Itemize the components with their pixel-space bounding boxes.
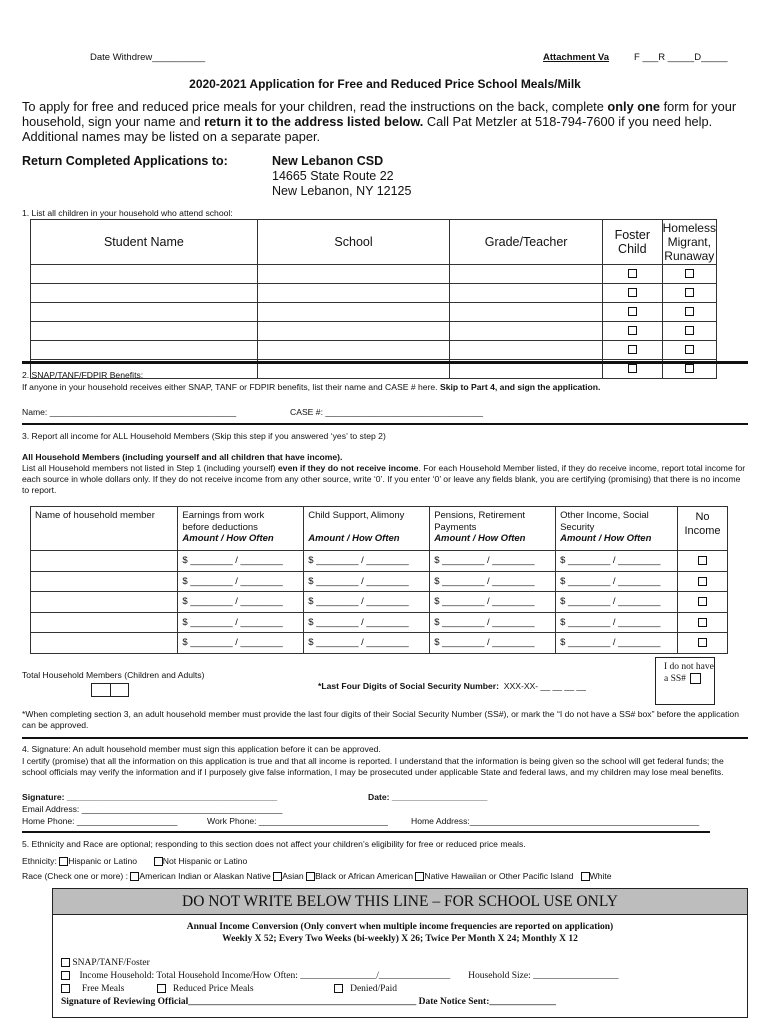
homeless-checkbox[interactable] <box>685 326 694 335</box>
school-cell[interactable] <box>257 322 449 341</box>
section5-heading: 5. Ethnicity and Race are optional; responding to this section does not affect your children’s eligibility for free or reduced price meals. <box>22 839 526 849</box>
divider <box>22 737 748 739</box>
income-conversion: Annual Income Conversion (Only convert when multiple income frequencies are reported on application) Weekly X 52; Every Two Weeks (bi-weekly) X 26; Twice Per Month X 24; Monthly X 12 <box>186 922 614 944</box>
homeless-checkbox[interactable] <box>685 364 694 373</box>
col-other-income: Other Income, Social Security Amount / How Often <box>556 507 678 551</box>
child-support-cell[interactable]: $ ________ / ________ <box>304 633 430 654</box>
email-field[interactable]: Email Address: __________________________________________ <box>22 804 283 814</box>
section3-bold-line: All Household Members (including yourself and all children that have income). <box>22 452 343 462</box>
other-income-cell[interactable]: $ ________ / ________ <box>556 571 678 592</box>
homeless-checkbox[interactable] <box>685 307 694 316</box>
income-household-checkbox[interactable] <box>61 971 70 980</box>
pensions-cell[interactable]: $ ________ / ________ <box>430 551 556 572</box>
col-school: School <box>257 220 449 265</box>
member-name-cell[interactable] <box>31 612 178 633</box>
black-checkbox[interactable] <box>306 872 315 881</box>
no-ssn-checkbox[interactable] <box>690 673 701 684</box>
income-row <box>31 612 728 633</box>
no-ssn-box: I do not have a SS# <box>655 657 715 705</box>
col-foster-child: Foster Child <box>603 220 663 265</box>
no-income-checkbox[interactable] <box>698 618 707 627</box>
homeless-checkbox[interactable] <box>685 269 694 278</box>
ssn-line: *Last Four Digits of Social Security Number: XXX-XX- __ __ __ __ <box>318 681 586 691</box>
child-row <box>31 341 717 360</box>
earnings-cell[interactable]: $ ________ / ________ <box>178 592 304 613</box>
col-grade-teacher: Grade/Teacher <box>450 220 603 265</box>
home-address-field[interactable]: Home Address:________________________________________________ <box>411 816 700 826</box>
section3-instructions: List all Household members not listed in Step 1 (including yourself) even if they do not receive income. For each Household Member listed, if they do receive income, report total income for each source in whole dollars only. If they do not receive income from any other source, write ‘0’. If you enter ‘0’ or leave any fields blank, you are certifying (promising) that there is no income to report. <box>22 463 746 495</box>
section2-heading: 2. SNAP/TANF/FDPIR Benefits: <box>22 370 144 380</box>
no-income-checkbox[interactable] <box>698 597 707 606</box>
return-address: New Lebanon CSD 14665 State Route 22 New Lebanon, NY 12125 <box>272 154 412 198</box>
child-row <box>31 322 717 341</box>
frd-marks: F ___R _____D_____ <box>634 52 728 63</box>
school-cell[interactable] <box>257 265 449 284</box>
col-child-support: Child Support, Alimony Amount / How Often <box>304 507 430 551</box>
attachment-label: Attachment Va <box>543 52 609 63</box>
child-row <box>31 265 717 284</box>
student-name-cell[interactable] <box>31 341 258 360</box>
foster-checkbox[interactable] <box>628 269 637 278</box>
section4-heading: 4. Signature: An adult household member must sign this application before it can be approved. <box>22 744 381 754</box>
col-pensions: Pensions, Retirement Payments Amount / How Often <box>430 507 556 551</box>
divider <box>22 361 748 364</box>
school-use-box <box>52 888 748 1018</box>
divider <box>22 831 710 833</box>
ssn-note: *When completing section 3, an adult household member must provide the last four digits of their Social Security Number (SS#), or mark the “I do not have a SS# box” before the application can be approved. <box>22 709 739 730</box>
denied-checkbox[interactable] <box>334 984 343 993</box>
school-cell[interactable] <box>257 284 449 303</box>
foster-checkbox[interactable] <box>628 307 637 316</box>
grade-cell[interactable] <box>450 322 603 341</box>
pensions-cell[interactable]: $ ________ / ________ <box>430 592 556 613</box>
race-row: Race (Check one or more) : American Indian or Alaskan Native Asian Black or African American Native Hawaiian or Other Pacific Island White <box>22 871 612 881</box>
other-income-cell[interactable]: $ ________ / ________ <box>556 592 678 613</box>
white-checkbox[interactable] <box>581 872 590 881</box>
intro-paragraph: To apply for free and reduced price meals for your children, read the instructions on the back, complete only one form for your household, sign your name and return it to the address listed below. Call Pat Metzler at 518-794-7600 if you need help. Additional names may be listed on a separate paper. <box>22 99 737 144</box>
section2-text: If anyone in your household receives either SNAP, TANF or FDPIR benefits, list their name and CASE # here. Skip to Part 4, and sign the application. <box>22 382 601 392</box>
school-use-banner: DO NOT WRITE BELOW THIS LINE – FOR SCHOOL USE ONLY <box>53 889 747 915</box>
child-row <box>31 303 717 322</box>
col-earnings: Earnings from work before deductions Amount / How Often <box>178 507 304 551</box>
foster-checkbox[interactable] <box>628 364 637 373</box>
earnings-cell[interactable]: $ ________ / ________ <box>178 612 304 633</box>
student-name-cell[interactable] <box>31 265 258 284</box>
child-support-cell[interactable]: $ ________ / ________ <box>304 612 430 633</box>
member-name-cell[interactable] <box>31 571 178 592</box>
home-phone-field[interactable]: Home Phone: _____________________ <box>22 816 178 826</box>
date-field[interactable]: Date: ____________________ <box>368 792 488 802</box>
asian-checkbox[interactable] <box>273 872 282 881</box>
reduced-meals-checkbox[interactable] <box>157 984 166 993</box>
student-name-cell[interactable] <box>31 303 258 322</box>
snap-name-field[interactable]: Name: _______________________________________ <box>22 407 237 417</box>
pensions-cell[interactable]: $ ________ / ________ <box>430 571 556 592</box>
income-table <box>30 506 728 654</box>
no-income-checkbox[interactable] <box>698 556 707 565</box>
grade-cell[interactable] <box>450 265 603 284</box>
child-row <box>31 284 717 303</box>
other-income-cell[interactable]: $ ________ / ________ <box>556 633 678 654</box>
member-name-cell[interactable] <box>31 551 178 572</box>
child-support-cell[interactable]: $ ________ / ________ <box>304 551 430 572</box>
divider <box>22 423 748 425</box>
income-row <box>31 592 728 613</box>
total-members-label: Total Household Members (Children and Adults) <box>22 670 205 680</box>
other-income-cell[interactable]: $ ________ / ________ <box>556 612 678 633</box>
col-homeless: Homeless Migrant, Runaway <box>662 221 716 263</box>
student-name-cell[interactable] <box>31 284 258 303</box>
col-student-name: Student Name <box>31 220 258 265</box>
earnings-cell[interactable]: $ ________ / ________ <box>178 571 304 592</box>
member-name-cell[interactable] <box>31 592 178 613</box>
student-name-cell[interactable] <box>31 322 258 341</box>
other-income-cell[interactable]: $ ________ / ________ <box>556 551 678 572</box>
pensions-cell[interactable]: $ ________ / ________ <box>430 633 556 654</box>
signature-field[interactable]: Signature: ____________________________________________ <box>22 792 278 802</box>
school-cell[interactable] <box>257 341 449 360</box>
snap-case-field[interactable]: CASE #: _________________________________ <box>290 407 484 417</box>
pensions-cell[interactable]: $ ________ / ________ <box>430 612 556 633</box>
foster-checkbox[interactable] <box>628 326 637 335</box>
col-no-income: No Income <box>678 507 728 551</box>
income-row <box>31 633 728 654</box>
date-withdrew: Date Withdrew__________ <box>90 52 206 63</box>
income-row <box>31 551 728 572</box>
income-row <box>31 571 728 592</box>
ethnicity-row: Ethnicity: Hispanic or Latino Not Hispanic or Latino <box>22 856 248 866</box>
ssn-field[interactable]: XXX-XX- __ __ __ __ <box>503 681 586 691</box>
grade-cell[interactable] <box>450 341 603 360</box>
grade-cell[interactable] <box>450 303 603 322</box>
form-title: 2020-2021 Application for Free and Reduced Price School Meals/Milk <box>189 77 581 91</box>
homeless-checkbox[interactable] <box>685 345 694 354</box>
grade-cell[interactable] <box>450 284 603 303</box>
member-name-cell[interactable] <box>31 633 178 654</box>
determination-area: SNAP/TANF/Foster Income Household: Total Household Income/How Often: ________________/_______________ Household Size: __________________ Free Meals Reduced Price Meals Denied/Paid Signature of Reviewing Official________________________________________________ Date Notice Sent:______________ <box>61 958 619 1007</box>
no-income-checkbox[interactable] <box>698 638 707 647</box>
total-members-box[interactable] <box>91 683 129 697</box>
section3-heading: 3. Report all income for ALL Household Members (Skip this step if you answered ‘yes’ to step 2) <box>22 431 386 441</box>
school-cell[interactable] <box>257 303 449 322</box>
foster-checkbox[interactable] <box>628 288 637 297</box>
certification-text: I certify (promise) that all the information on this application is true and that all income is reported. I understand that the information is being given so the school will get federal funds; the school officials may verify the information and if I purposely give false information, I may be prosecuted under applicable State and federal laws, and my children may lose meal benefits. <box>22 756 724 777</box>
col-household-member: Name of household member <box>31 507 178 551</box>
child-support-cell[interactable]: $ ________ / ________ <box>304 571 430 592</box>
earnings-cell[interactable]: $ ________ / ________ <box>178 551 304 572</box>
no-income-checkbox[interactable] <box>698 577 707 586</box>
earnings-cell[interactable]: $ ________ / ________ <box>178 633 304 654</box>
hispanic-checkbox[interactable] <box>59 857 68 866</box>
section1-heading: 1. List all children in your household who attend school: <box>22 208 233 218</box>
free-meals-checkbox[interactable] <box>61 984 70 993</box>
child-support-cell[interactable]: $ ________ / ________ <box>304 592 430 613</box>
return-label: Return Completed Applications to: <box>22 154 228 168</box>
children-table <box>30 219 717 379</box>
snap-checkbox[interactable] <box>61 958 70 967</box>
foster-checkbox[interactable] <box>628 345 637 354</box>
work-phone-field[interactable]: Work Phone: ___________________________ <box>207 816 388 826</box>
homeless-checkbox[interactable] <box>685 288 694 297</box>
not-hispanic-checkbox[interactable] <box>154 857 163 866</box>
